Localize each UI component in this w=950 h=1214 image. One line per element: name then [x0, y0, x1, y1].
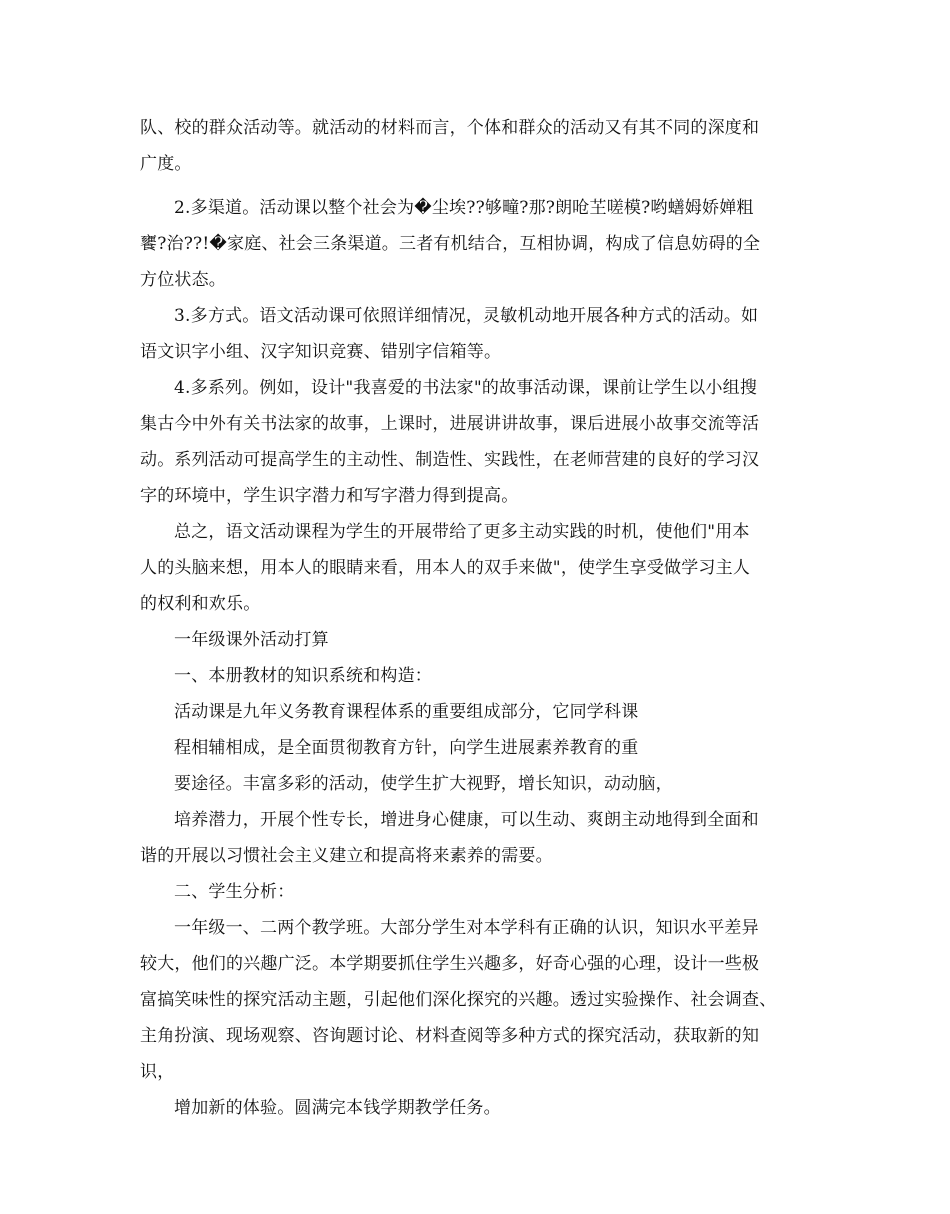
text-line: 语文识字小组、汉字知识竞赛、错别字信箱等。	[140, 342, 502, 362]
text-line: 方位状态。	[140, 270, 226, 290]
text-line: 谐的开展以习惯社会主义建立和提高将来素养的需要。	[140, 846, 553, 866]
text-line: 活动课是九年义务教育课程体系的重要组成部分，它同学科课	[174, 702, 639, 722]
text-line: 培养潜力，开展个性专长，增进身心健康，可以生动、爽朗主动地得到全面和	[174, 810, 759, 830]
text-line: 主角扮演、现场观察、咨询题讨论、材料查阅等多种方式的探究活动，获取新的知	[140, 1026, 760, 1046]
text-line: 4.多系列。例如，设计"我喜爱的书法家"的故事活动课，课前让学生以小组搜	[174, 378, 758, 398]
text-line: 识，	[140, 1062, 175, 1082]
text-line: 程相辅相成，是全面贯彻教育方针，向学生进展素养教育的重	[174, 738, 639, 758]
text-line: 一年级一、二两个教学班。大部分学生对本学科有正确的认识，知识水平差异	[174, 918, 759, 938]
section-heading: 一年级课外活动打算	[174, 630, 329, 650]
text-line: 动。系列活动可提高学生的主动性、制造性、实践性，在老师营建的良好的学习汉	[140, 450, 760, 470]
section-heading: 二、学生分析：	[174, 882, 295, 902]
text-line: 饔?治??!�家庭、社会三条渠道。三者有机结合，互相协调，构成了信息妨碍的全	[140, 234, 761, 254]
text-line: 广度。	[140, 154, 192, 174]
text-line: 字的环境中，学生识字潜力和写字潜力得到提高。	[140, 486, 519, 506]
text-line: 的权利和欢乐。	[140, 594, 261, 614]
text-line: 较大，他们的兴趣广泛。本学期要抓住学生兴趣多，好奇心强的心理，设计一些极	[140, 954, 760, 974]
text-line: 2.多渠道。活动课以整个社会为�尘埃??够疃?那?朗呛芏嗟模?哟蟮姆娇婵粗	[174, 198, 754, 218]
text-line: 3.多方式。语文活动课可依照详细情况，灵敏机动地开展各种方式的活动。如	[174, 306, 759, 326]
text-line: 富搞笑味性的探究活动主题，引起他们深化探究的兴趣。透过实验操作、社会调查、	[140, 990, 777, 1010]
text-line: 增加新的体验。圆满完本钱学期教学任务。	[174, 1098, 501, 1118]
text-line: 总之，语文活动课程为学生的开展带给了更多主动实践的时机，使他们"用本	[174, 522, 750, 542]
text-line: 人的头脑来想，用本人的眼睛来看，用本人的双手来做"，使学生享受做学习主人	[140, 558, 751, 578]
text-line: 要途径。丰富多彩的活动，使学生扩大视野，增长知识，动动脑，	[174, 774, 673, 794]
section-heading: 一、本册教材的知识系统和构造：	[174, 666, 432, 686]
text-line: 队、校的群众活动等。就活动的材料而言，个体和群众的活动又有其不同的深度和	[140, 118, 760, 138]
text-line: 集古今中外有关书法家的故事，上课时，进展讲讲故事，课后进展小故事交流等活	[140, 414, 760, 434]
